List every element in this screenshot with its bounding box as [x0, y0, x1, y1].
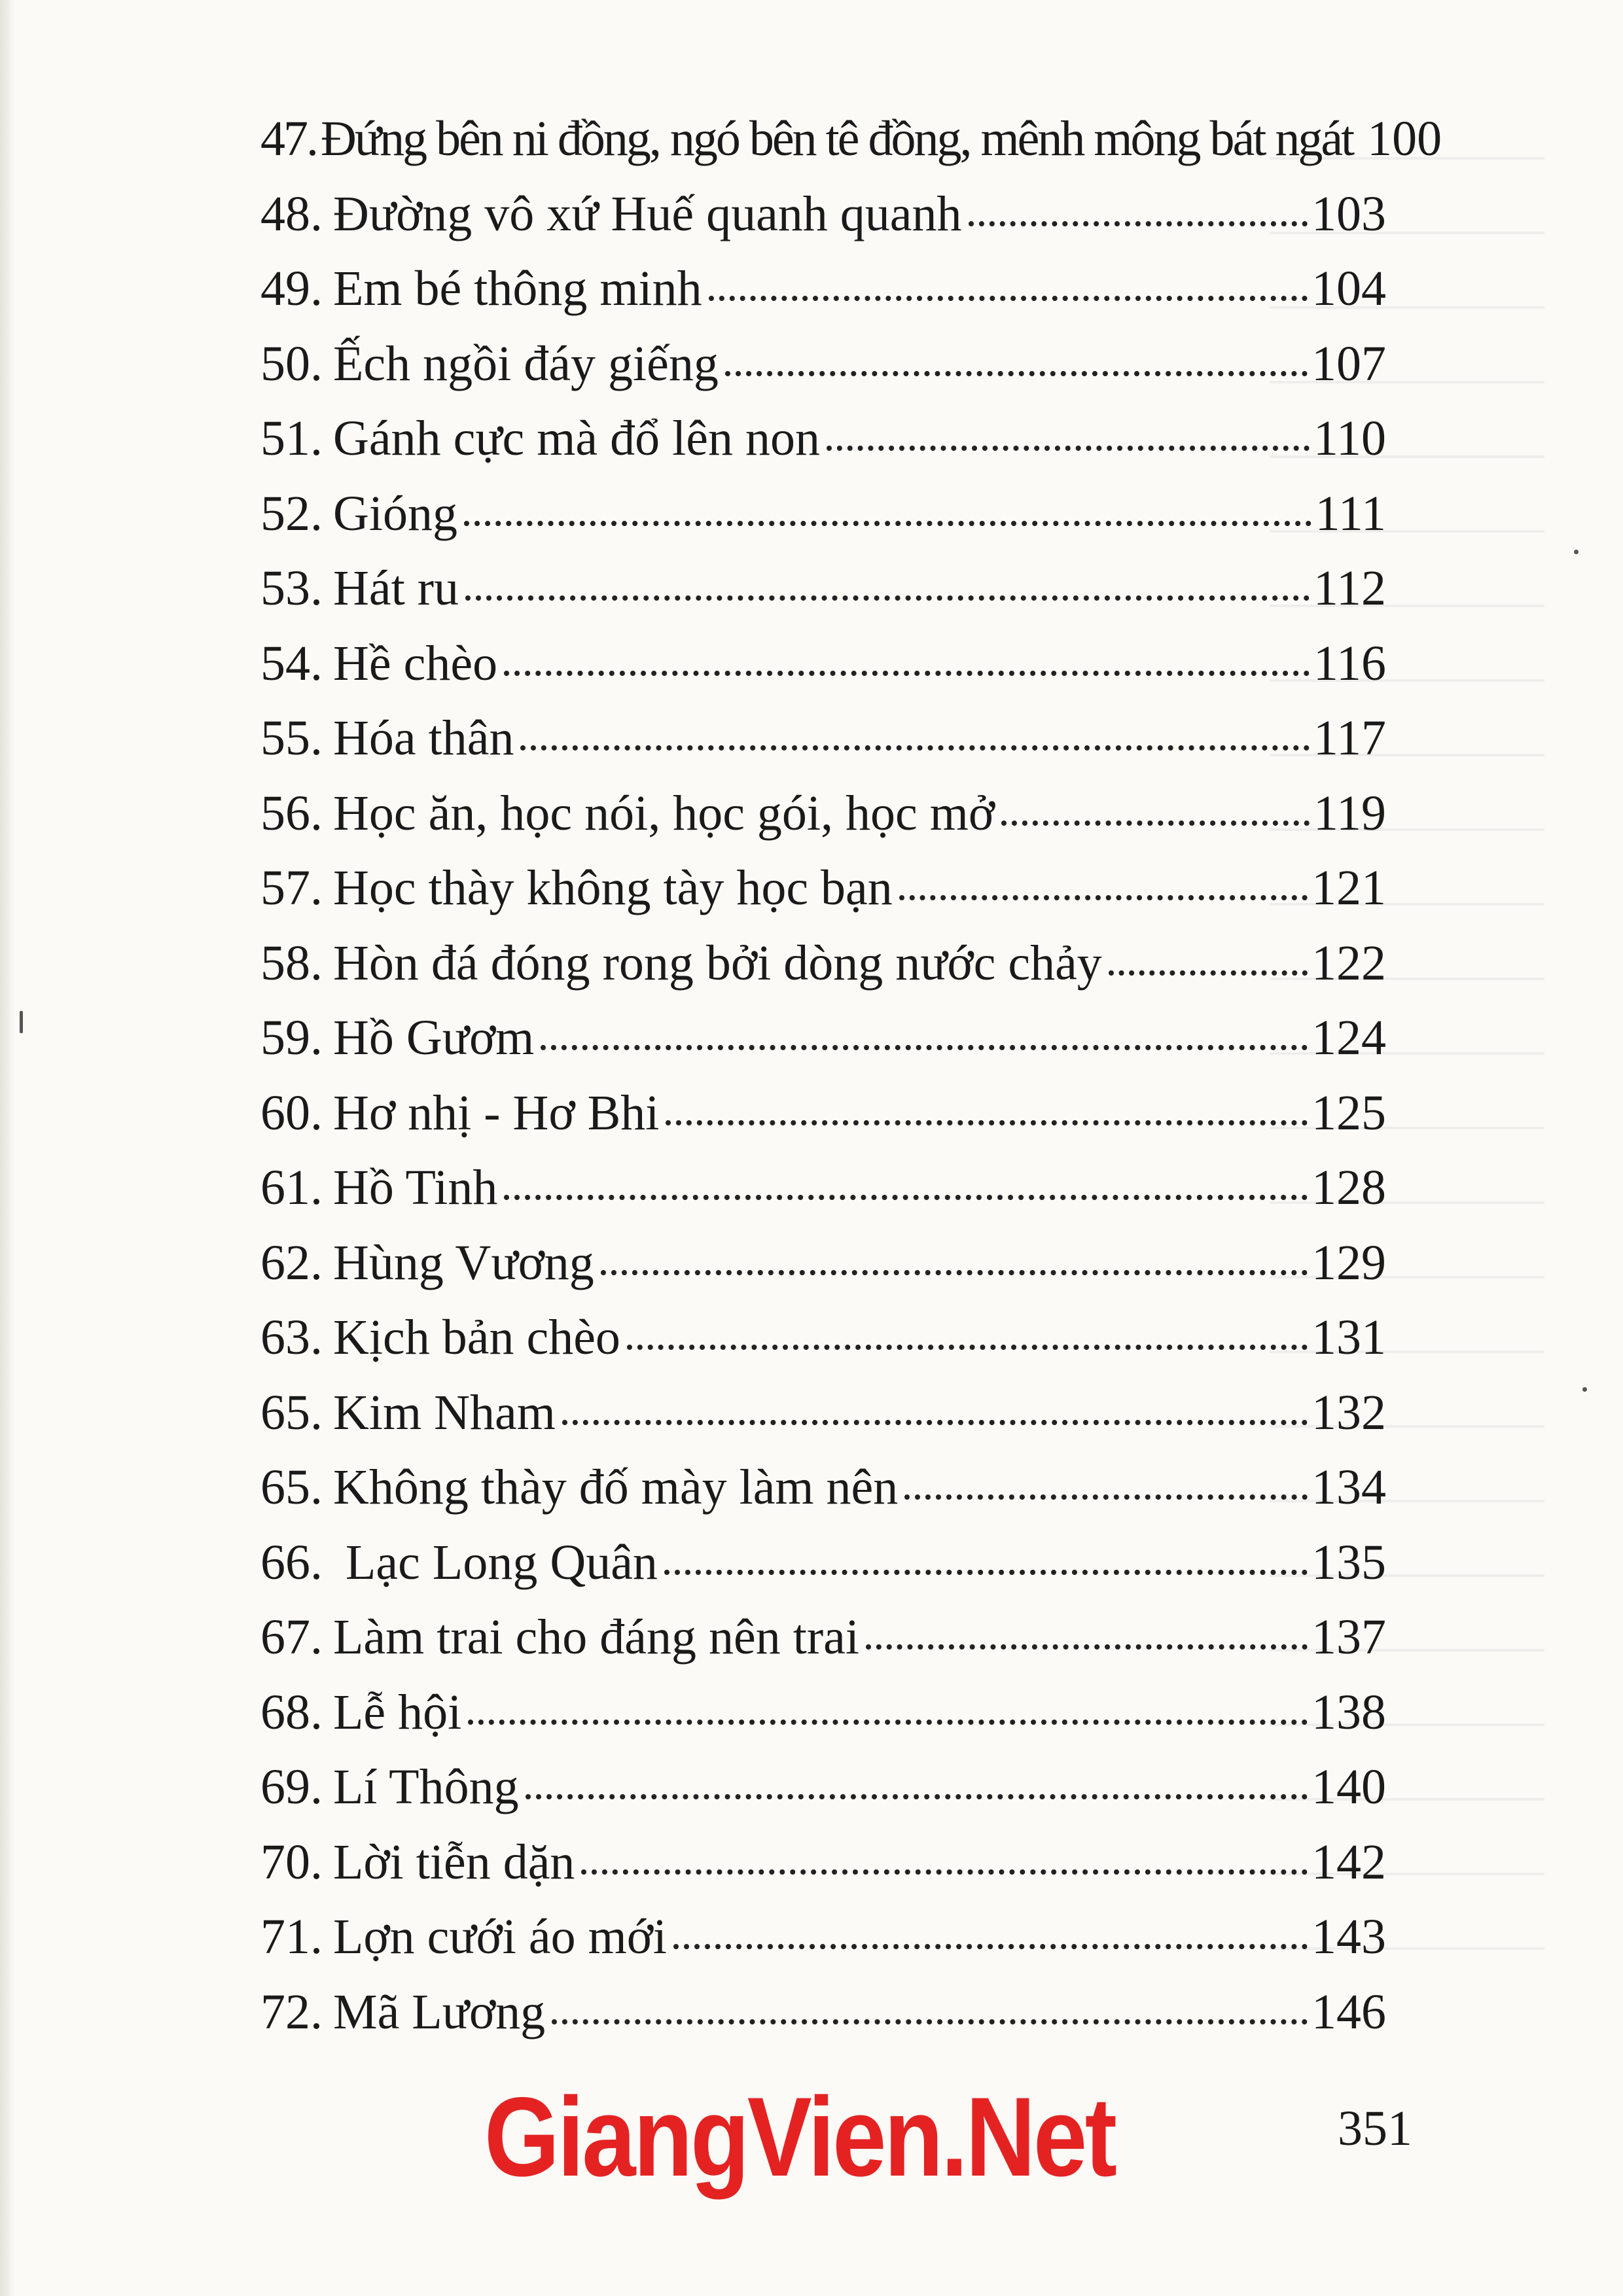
dot-leader [464, 521, 1311, 526]
entry-number: 55. [260, 711, 323, 766]
dot-leader [1001, 821, 1310, 826]
entry-page-number: 112 [1313, 561, 1386, 616]
entry-number: 59. [260, 1010, 323, 1065]
entry-title: Hát ru [333, 561, 459, 616]
toc-entry [260, 626, 1386, 701]
entry-title: Lễ hội [333, 1684, 462, 1740]
entry-page-number: 142 [1311, 1834, 1386, 1890]
entry-page-number: 107 [1311, 336, 1386, 391]
entry-number: 50. [260, 336, 323, 391]
entry-title: Hồ Tinh [333, 1160, 498, 1215]
toc-entry [260, 1899, 1386, 1975]
entry-number: 52. [260, 486, 323, 541]
entry-page-number: 131 [1311, 1310, 1386, 1365]
entry-page-number: 134 [1311, 1460, 1386, 1515]
entry-title: Hùng Vương [333, 1235, 594, 1290]
entry-page-number: 128 [1311, 1160, 1386, 1215]
entry-page-number: 146 [1311, 1984, 1386, 2040]
toc-entry [260, 776, 1386, 851]
dot-leader [541, 1045, 1308, 1050]
entry-title: Hóa thân [333, 711, 514, 766]
paper-speck [1582, 1387, 1587, 1392]
entry-number: 65. [260, 1385, 323, 1440]
entry-title: Ếch ngồi đáy giếng [333, 336, 719, 391]
toc-entry [260, 1375, 1386, 1451]
toc-entry [260, 701, 1386, 776]
dot-leader [468, 1720, 1308, 1725]
dot-leader [526, 1794, 1308, 1799]
toc-entry [260, 1600, 1386, 1675]
dot-leader [664, 1570, 1308, 1575]
entry-number: 63. [260, 1310, 323, 1365]
toc-entry [260, 1300, 1386, 1375]
entry-number: 51. [260, 411, 323, 466]
toc-entry [260, 101, 1442, 177]
entry-title: Lí Thông [333, 1759, 519, 1814]
entry-title: Làm trai cho đáng nên trai [333, 1610, 860, 1665]
toc-entry [260, 1825, 1386, 1900]
entry-page-number: 110 [1313, 411, 1386, 466]
dot-leader [725, 371, 1308, 376]
dot-leader [581, 1869, 1308, 1875]
toc-entry [260, 1675, 1386, 1750]
entry-title: Kim Nham [333, 1385, 556, 1440]
toc-entry [260, 551, 1386, 626]
toc-entry [260, 401, 1386, 476]
entry-page-number: 119 [1313, 785, 1386, 841]
entry-title: Đường vô xứ Huế quanh quanh [333, 186, 962, 241]
entry-page-number: 143 [1311, 1909, 1386, 1964]
entry-title: Hơ nhị - Hơ Bhi [333, 1085, 660, 1140]
toc-entry [260, 1450, 1386, 1525]
entry-title: Học ăn, học nói, học gói, học mở [333, 785, 995, 841]
entry-title: Hồ Gươm [333, 1010, 535, 1065]
entry-page-number: 140 [1311, 1759, 1386, 1814]
dot-leader [666, 1120, 1308, 1125]
entry-page-number: 111 [1315, 486, 1386, 541]
entry-number: 71. [260, 1909, 323, 1964]
entry-title: Lợn cưới áo mới [333, 1909, 667, 1964]
entry-number: 65. [260, 1460, 323, 1515]
entry-number: 53. [260, 561, 323, 616]
dot-leader [899, 895, 1308, 900]
dot-leader [827, 446, 1310, 451]
entry-title: Mã Lương [333, 1984, 546, 2040]
dot-leader [504, 1195, 1308, 1200]
paper-speck [20, 1011, 23, 1033]
entry-title: Gánh cực mà đổ lên non [333, 411, 820, 466]
entry-title: Học thày không tày học bạn [333, 860, 893, 915]
dot-leader [504, 671, 1310, 676]
entry-title: Kịch bản chèo [333, 1310, 620, 1365]
table-of-contents [260, 101, 1442, 2049]
entry-page-number: 125 [1311, 1085, 1386, 1140]
toc-entry [260, 926, 1386, 1001]
entry-page-number: 117 [1313, 711, 1386, 766]
entry-number: 48. [260, 186, 323, 241]
entry-page-number: 116 [1313, 635, 1386, 691]
paper-speck [1574, 550, 1578, 554]
toc-entry [260, 1750, 1386, 1825]
entry-number: 49. [260, 261, 323, 316]
entry-title: Lạc Long Quân [333, 1534, 658, 1590]
entry-page-number: 138 [1311, 1684, 1386, 1740]
entry-number: 60. [260, 1085, 323, 1140]
entry-number: 58. [260, 935, 323, 991]
entry-page-number: 121 [1311, 860, 1386, 915]
dot-leader [627, 1345, 1308, 1350]
dot-leader [904, 1494, 1308, 1500]
toc-entry [260, 1000, 1386, 1076]
entry-number: 68. [260, 1684, 323, 1740]
toc-entry [260, 851, 1386, 926]
dot-leader [465, 595, 1310, 601]
dot-leader [562, 1420, 1308, 1425]
toc-entry [260, 1150, 1386, 1226]
entry-number: 56. [260, 785, 323, 841]
entry-number: 69. [260, 1759, 323, 1814]
toc-entry [260, 251, 1386, 327]
entry-number: 47. [260, 111, 317, 166]
dot-leader [673, 1944, 1308, 1949]
entry-number: 61. [260, 1160, 323, 1215]
entry-title: Hề chèo [333, 635, 498, 691]
entry-number: 67. [260, 1610, 323, 1665]
page-edge [0, 0, 16, 2296]
watermark-logo: GiangVien.Net [484, 2074, 1115, 2200]
toc-entry [260, 327, 1386, 402]
toc-entry [260, 1525, 1386, 1600]
dot-leader [1109, 970, 1308, 976]
dot-leader [709, 296, 1308, 301]
toc-entry [260, 1975, 1386, 2050]
entry-title: Đứng bên ni đồng, ngó bên tê đồng, mênh mông bát ngát [321, 111, 1353, 166]
entry-page-number: 100 [1367, 111, 1442, 166]
entry-page-number: 129 [1311, 1235, 1386, 1290]
entry-title: Gióng [333, 486, 457, 541]
toc-entry [260, 177, 1386, 252]
entry-number: 72. [260, 1984, 323, 2040]
entry-number: 62. [260, 1235, 323, 1290]
entry-title: Không thày đố mày làm nên [333, 1460, 899, 1515]
entry-number: 57. [260, 860, 323, 915]
page-number: 351 [1338, 2101, 1412, 2156]
entry-number: 66. [260, 1534, 323, 1590]
entry-page-number: 122 [1311, 935, 1386, 991]
entry-page-number: 124 [1311, 1010, 1386, 1065]
entry-title: Lời tiễn dặn [333, 1834, 575, 1890]
entry-page-number: 104 [1311, 261, 1386, 316]
toc-entry [260, 1076, 1386, 1151]
toc-entry [260, 1226, 1386, 1301]
dot-leader [552, 2019, 1308, 2024]
dot-leader [601, 1270, 1308, 1275]
entry-number: 54. [260, 635, 323, 691]
toc-entry [260, 476, 1386, 552]
entry-title: Em bé thông minh [333, 261, 702, 316]
dot-leader [969, 221, 1308, 226]
entry-page-number: 103 [1311, 186, 1386, 241]
dot-leader [520, 745, 1309, 751]
entry-page-number: 132 [1311, 1385, 1386, 1440]
entry-title: Hòn đá đóng rong bởi dòng nước chảy [333, 935, 1102, 991]
dot-leader [866, 1644, 1308, 1650]
entry-page-number: 137 [1311, 1610, 1386, 1665]
entry-page-number: 135 [1311, 1534, 1386, 1590]
entry-number: 70. [260, 1834, 323, 1890]
